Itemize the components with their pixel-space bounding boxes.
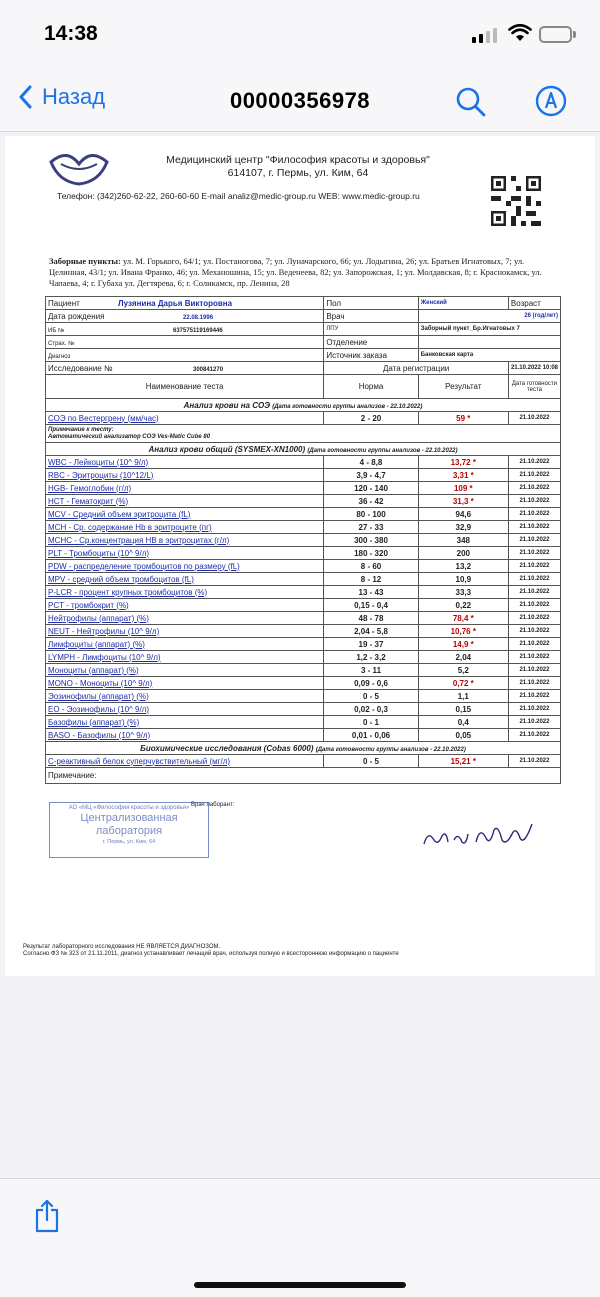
stamp-line3: лаборатория — [95, 825, 163, 837]
test-name: MONO - Моноциты (10^ 9/л) — [46, 677, 324, 690]
test-result — [418, 560, 508, 573]
test-row — [46, 612, 561, 625]
section-cbc-note: (Дата готовности группы анализов - 22.10.2022) — [307, 447, 458, 454]
header-result: Результат — [418, 375, 508, 399]
test-result — [418, 729, 508, 742]
collection-points — [49, 256, 561, 289]
section-bio-title: Биохимические исследования (Cobas 6000) — [140, 743, 314, 753]
soe-note — [46, 425, 561, 443]
section-bio-note: (Дата готовности группы анализов - 22.10.2022) — [315, 746, 466, 753]
test-row — [46, 716, 561, 729]
test-row — [46, 560, 561, 573]
test-name: MPV - средний объем тромбоцитов (fL) — [46, 573, 324, 586]
test-row — [46, 495, 561, 508]
stamp-line1: АО «МЦ «Философия красоты и здоровья» — [68, 805, 190, 811]
test-date: 21.10.2022 — [508, 612, 560, 625]
test-row — [46, 534, 561, 547]
test-date: 21.10.2022 — [508, 547, 560, 560]
reg-value: 21.10.2022 10:08 — [508, 362, 560, 375]
remark-row — [46, 768, 561, 784]
test-date: 21.10.2022 — [508, 716, 560, 729]
disclaimer — [23, 944, 399, 958]
result-value: 0,05 — [455, 730, 472, 740]
section-soe-title: Анализ крови на СОЭ — [183, 400, 270, 410]
soe-note-text: Автоматический анализатор СОЭ Ves-Matic Cube 80 — [48, 433, 211, 440]
test-norm: 8 - 60 — [324, 560, 418, 573]
test-date: 21.10.2022 — [508, 755, 560, 768]
stamp-line2: Централизованная — [80, 812, 178, 824]
test-norm: 2,04 - 5,8 — [324, 625, 418, 638]
section-cbc — [46, 443, 561, 456]
result-value: 15,21 — [450, 756, 471, 766]
age-value: 26 (год/лет) — [418, 310, 560, 323]
cellular-signal-icon — [472, 28, 497, 43]
test-date: 21.10.2022 — [508, 703, 560, 716]
result-value: 32,9 — [455, 522, 472, 532]
remark: Примечание: — [46, 768, 561, 784]
test-result — [418, 469, 508, 482]
test-name: Эозинофилы (аппарат) (%) — [46, 690, 324, 703]
test-row — [46, 677, 561, 690]
strah-label: Страх. № — [48, 340, 75, 347]
test-norm: 0,02 - 0,3 — [324, 703, 418, 716]
result-flag: * — [470, 496, 474, 506]
result-value: 200 — [456, 548, 470, 558]
collection-points-label: Заборные пункты: — [49, 256, 121, 266]
battery-icon — [539, 26, 572, 43]
clinic-address-line: 614107, г. Пермь, ул. Ким, 64 — [227, 167, 369, 179]
test-result — [418, 612, 508, 625]
test-row — [46, 586, 561, 599]
test-row — [46, 690, 561, 703]
clinic-name — [133, 154, 463, 180]
test-norm: 0,09 - 0,6 — [324, 677, 418, 690]
stamp-line4: г. Пермь, ул. Ким, 64 — [102, 839, 156, 845]
test-row — [46, 482, 561, 495]
test-date: 21.10.2022 — [508, 625, 560, 638]
test-date: 21.10.2022 — [508, 677, 560, 690]
strah-cell — [46, 336, 324, 349]
test-date: 21.10.2022 — [508, 664, 560, 677]
ib-cell — [46, 323, 324, 336]
test-result — [418, 482, 508, 495]
share-icon[interactable] — [34, 1199, 60, 1233]
test-norm: 0 - 5 — [324, 690, 418, 703]
test-norm: 180 - 320 — [324, 547, 418, 560]
result-flag: * — [472, 457, 476, 467]
header-ready: Дата готовности теста — [508, 375, 560, 399]
test-norm: 0,15 - 0,4 — [324, 599, 418, 612]
result-value: 94,6 — [455, 509, 472, 519]
test-row — [46, 638, 561, 651]
dept-label: Отделение — [324, 336, 418, 349]
laboratory-stamp — [49, 802, 209, 858]
test-result — [418, 638, 508, 651]
section-soe-note: (Дата готовности группы анализов - 22.10.2022) — [272, 403, 423, 410]
header-name: Наименование теста — [46, 375, 324, 399]
patient-name: Лузянина Дарья Викторовна — [118, 298, 233, 308]
lab-report-document — [5, 136, 595, 976]
test-row — [46, 573, 561, 586]
birth-cell — [46, 310, 324, 323]
result-flag: * — [470, 470, 474, 480]
test-row — [46, 547, 561, 560]
section-bio — [46, 742, 561, 755]
test-result — [418, 625, 508, 638]
lab-doctor-label: Врач лаборант: — [191, 802, 235, 808]
test-name: С-реактивный белок суперчувствительный (мг/л) — [46, 755, 324, 768]
navigation-bar — [0, 70, 600, 132]
test-row — [46, 412, 561, 425]
test-date: 21.10.2022 — [508, 469, 560, 482]
test-date: 21.10.2022 — [508, 586, 560, 599]
test-norm: 36 - 42 — [324, 495, 418, 508]
ib-value: 637575119169446 — [173, 327, 223, 334]
test-result — [418, 664, 508, 677]
test-row — [46, 599, 561, 612]
test-norm: 27 - 33 — [324, 521, 418, 534]
test-date: 21.10.2022 — [508, 482, 560, 495]
result-flag: * — [472, 626, 476, 636]
test-name: EO - Эозинофилы (10^ 9/л) — [46, 703, 324, 716]
test-norm: 1,2 - 3,2 — [324, 651, 418, 664]
study-cell — [46, 362, 324, 375]
test-norm: 48 - 78 — [324, 612, 418, 625]
results-table — [45, 296, 561, 784]
test-name: PCT - тромбокрит (%) — [46, 599, 324, 612]
result-value: 10,76 — [450, 626, 471, 636]
test-name: Моноциты (аппарат) (%) — [46, 664, 324, 677]
patient-label: Пациент — [48, 298, 80, 308]
test-name: BASO - Базофилы (10^ 9/л) — [46, 729, 324, 742]
dept-value — [418, 336, 560, 349]
test-name: MCV - Средний объем эритроцита (fL) — [46, 508, 324, 521]
collection-points-text: ул. М. Горького, 64/1; ул. Постаногова, 7; ул. Луначарского, 66; ул. Лодыгина, 26; ул. Братьев Игнатовых, 7; ул. Целинная, 43/1; ул. Ивана Франко, 46; ул. Механошина, 15; ул. Веденеева, 82; ул. Запорожская, 1; ул. Молдавская, 8; г. Краснокамск, ул. Чапаева, 4; г. Губаха ул. Дегтярева, 6; г. Соликамск, пр. Ленина, 28 — [49, 256, 542, 288]
result-value: 13,2 — [455, 561, 472, 571]
clinic-logo-icon — [47, 152, 111, 186]
test-name: Нейтрофилы (аппарат) (%) — [46, 612, 324, 625]
test-norm: 13 - 43 — [324, 586, 418, 599]
test-row — [46, 664, 561, 677]
test-norm: 0,01 - 0,06 — [324, 729, 418, 742]
section-row — [46, 443, 561, 456]
test-result — [418, 495, 508, 508]
test-date: 21.10.2022 — [508, 412, 560, 425]
test-name: WBC - Лейкоциты (10^ 9/л) — [46, 456, 324, 469]
reg-label: Дата регистрации — [324, 362, 509, 375]
soe-note-title: Примечание к тесту: — [48, 426, 114, 433]
test-norm: 0 - 5 — [324, 755, 418, 768]
study-value: 300841270 — [193, 366, 224, 373]
result-value: 0,15 — [455, 704, 472, 714]
test-name: LYMPH - Лимфоциты (10^ 9/л) — [46, 651, 324, 664]
result-value: 78,4 — [452, 613, 469, 623]
test-result — [418, 508, 508, 521]
result-value: 10,9 — [455, 574, 472, 584]
result-value: 33,3 — [455, 587, 472, 597]
source-value: Банковская карта — [418, 349, 560, 362]
test-result: 59 * — [418, 412, 508, 425]
test-date: 21.10.2022 — [508, 534, 560, 547]
home-indicator[interactable] — [194, 1282, 406, 1288]
battery-tip — [573, 31, 576, 38]
test-result — [418, 456, 508, 469]
test-date: 21.10.2022 — [508, 729, 560, 742]
strah-row — [46, 336, 561, 349]
test-name: СОЭ по Вестергрену (мм/час) — [46, 412, 324, 425]
test-result — [418, 651, 508, 664]
doctor-label: Врач — [324, 310, 418, 323]
page-title: 00000356978 — [229, 88, 371, 113]
back-label: Назад — [42, 84, 106, 109]
test-name: MCH - Ср. содержание Hb в эритроците (пг) — [46, 521, 324, 534]
test-row — [46, 755, 561, 768]
test-norm: 8 - 12 — [324, 573, 418, 586]
test-row — [46, 508, 561, 521]
test-date: 21.10.2022 — [508, 573, 560, 586]
result-flag: * — [469, 483, 473, 493]
test-row — [46, 651, 561, 664]
test-result — [418, 690, 508, 703]
result-value: 0,22 — [455, 600, 472, 610]
lpu-value: Заборный пункт_Бр.Игнатовых 7 — [418, 323, 560, 336]
sex-value: Женский — [418, 297, 508, 310]
test-row — [46, 521, 561, 534]
test-name: RBC - Эритроциты (10^12/L) — [46, 469, 324, 482]
wifi-icon — [508, 24, 532, 42]
patient-row — [46, 297, 561, 310]
test-row — [46, 729, 561, 742]
test-row — [46, 469, 561, 482]
status-time: 14:38 — [44, 22, 98, 45]
test-date: 21.10.2022 — [508, 508, 560, 521]
result-value: 3,31 — [452, 470, 469, 480]
section-row — [46, 742, 561, 755]
result-value: 109 — [453, 483, 468, 493]
result-value: 348 — [456, 535, 470, 545]
patient-cell — [46, 297, 324, 310]
birth-row — [46, 310, 561, 323]
search-icon[interactable] — [455, 86, 487, 118]
study-row — [46, 362, 561, 375]
test-name: PLT - Тромбоциты (10^ 9/л) — [46, 547, 324, 560]
test-norm: 4 - 8,8 — [324, 456, 418, 469]
result-flag: * — [470, 639, 474, 649]
test-row — [46, 625, 561, 638]
bottom-toolbar — [0, 1178, 600, 1297]
diag-label: Диагноз — [48, 353, 71, 360]
age-label: Возраст — [510, 298, 541, 308]
markup-pen-icon[interactable] — [535, 85, 567, 117]
result-value: 59 — [456, 413, 466, 423]
clinic-name-line1: Медицинский центр "Философия красоты и здоровья" — [166, 154, 430, 166]
test-name: P-LCR - процент крупных тромбоцитов (%) — [46, 586, 324, 599]
test-date: 21.10.2022 — [508, 521, 560, 534]
test-name: PDW - распределение тромбоцитов по размеру (fL) — [46, 560, 324, 573]
test-name: HCT - Гематокрит (%) — [46, 495, 324, 508]
result-value: 31,3 — [452, 496, 469, 506]
test-norm: 300 - 380 — [324, 534, 418, 547]
test-result — [418, 586, 508, 599]
study-label: Исследование № — [48, 363, 113, 373]
header-row — [46, 375, 561, 399]
result-value: 2,04 — [455, 652, 472, 662]
test-norm: 3,9 - 4,7 — [324, 469, 418, 482]
birth-label: Дата рождения — [48, 311, 105, 321]
test-result — [418, 703, 508, 716]
test-date: 21.10.2022 — [508, 495, 560, 508]
result-value: 0,4 — [457, 717, 469, 727]
test-name: MCHC - Ср.концентрация HB в эритроцитах (г/л) — [46, 534, 324, 547]
test-date: 21.10.2022 — [508, 456, 560, 469]
result-value: 5,2 — [457, 665, 469, 675]
test-date: 21.10.2022 — [508, 651, 560, 664]
diag-cell — [46, 349, 324, 362]
result-value: 1,1 — [457, 691, 469, 701]
status-bar — [0, 0, 600, 70]
test-name: Лимфоциты (аппарат) (%) — [46, 638, 324, 651]
result-value: 0,72 — [452, 678, 469, 688]
test-result — [418, 677, 508, 690]
test-name: Базофилы (аппарат) (%) — [46, 716, 324, 729]
handwritten-signature — [420, 816, 540, 856]
result-value: 13,72 — [450, 457, 471, 467]
diag-row — [46, 349, 561, 362]
test-result — [418, 547, 508, 560]
note-row — [46, 425, 561, 443]
result-value: 14,9 — [452, 639, 469, 649]
test-result — [418, 534, 508, 547]
section-cbc-title: Анализ крови общий (SYSMEX-XN1000) — [148, 444, 306, 454]
test-date: 21.10.2022 — [508, 690, 560, 703]
ib-row — [46, 323, 561, 336]
birth-value: 22.08.1996 — [183, 314, 214, 321]
test-result — [418, 521, 508, 534]
test-row — [46, 703, 561, 716]
result-flag: * — [470, 678, 474, 688]
disclaimer-line1: Результат лабораторного исследования НЕ ЯВЛЯЕТСЯ ДИАГНОЗОМ. — [23, 944, 221, 950]
test-row — [46, 456, 561, 469]
test-result — [418, 716, 508, 729]
header-norm: Норма — [324, 375, 418, 399]
test-norm: 19 - 37 — [324, 638, 418, 651]
test-date: 21.10.2022 — [508, 560, 560, 573]
clinic-contacts: Телефон: (342)260-62-22, 260-60-60 E-mail analiz@medic-group.ru WEB: www.medic-group.ru — [57, 191, 420, 201]
test-date: 21.10.2022 — [508, 638, 560, 651]
test-date: 21.10.2022 — [508, 599, 560, 612]
test-norm: 80 - 100 — [324, 508, 418, 521]
lpu-label: ЛПУ — [324, 323, 418, 336]
test-name: NEUT - Нейтрофилы (10^ 9/л) — [46, 625, 324, 638]
test-norm: 2 - 20 — [324, 412, 418, 425]
source-label: Источник заказа — [324, 349, 418, 362]
test-result — [418, 573, 508, 586]
test-result — [418, 599, 508, 612]
result-flag: * — [470, 613, 474, 623]
age-cell — [508, 297, 560, 310]
sex-label: Пол — [324, 297, 418, 310]
test-norm: 0 - 1 — [324, 716, 418, 729]
test-norm: 120 - 140 — [324, 482, 418, 495]
test-name: HGB- Гемоглобин (г/л) — [46, 482, 324, 495]
test-result: 15,21 * — [418, 755, 508, 768]
section-soe — [46, 399, 561, 412]
qr-code-icon — [491, 176, 541, 226]
ib-label: ИБ № — [48, 327, 65, 334]
section-row — [46, 399, 561, 412]
test-norm: 3 - 11 — [324, 664, 418, 677]
disclaimer-line2: Согласно ФЗ № 323 от 21.11.2011, диагноз устанавливает лечащий врач, используя полную и всестороннюю информацию о пациенте — [23, 951, 399, 957]
